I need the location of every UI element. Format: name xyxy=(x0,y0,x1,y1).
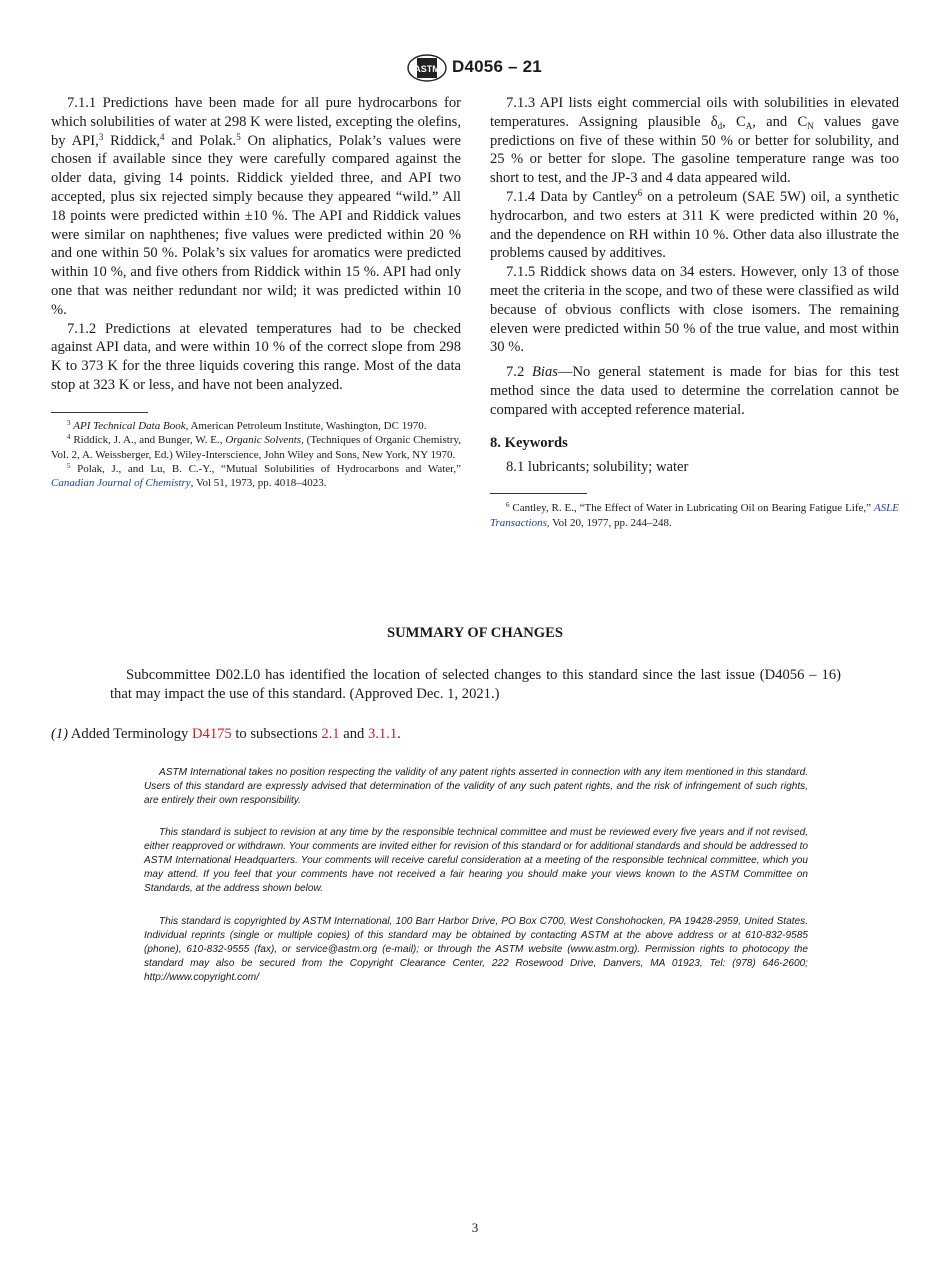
journal-link[interactable]: ASLE Transactions, xyxy=(490,502,899,529)
paragraph-7-2: 7.2 Bias—No general statement is made for bias for this test method since the data used to determine the correlation cannot be compared with accepted reference material. xyxy=(490,364,899,418)
revision-notice: This standard is subject to revision at any time by the responsible technical committee and must be reviewed every five years and if not revised, either reapproved or withdrawn. Your comments are invited either for revision of this standard or for additional standards and should be addressed to ASTM International Headquarters. Your comments will receive careful consideration at a meeting of the responsible technical committee, which you may attend. If you feel that your comments have not received a fair hearing you should make your views known to the ASTM Committee on Standards, at the address shown below. xyxy=(144,827,808,894)
ref-link-d4175[interactable]: D4175 xyxy=(192,726,232,742)
astm-logo-text: ASTM xyxy=(414,64,440,74)
footnote-ref-4[interactable]: 4 xyxy=(160,131,165,142)
footnote-5: $^5$ Polak, J., and Lu, B. C.-Y., “Mutual Solubilities of Hydrocarbons and Water,” Canadian Journal of Chemistry, Vol 51, 1973, pp. 4018–4023. xyxy=(51,461,461,490)
patent-notice: ASTM International takes no position respecting the validity of any patent rights asserted in connection with any item mentioned in this standard. Users of this standard are expressly advised that determination of the validity of any such patent rights, and the risk of infringement of such rights, are entirely their own responsibility. xyxy=(144,767,808,806)
footnote-ref-3[interactable]: 3 xyxy=(98,131,104,142)
ref-link-3-1-1[interactable]: 3.1.1 xyxy=(367,726,398,742)
footnote-ref-5[interactable]: 5 xyxy=(236,131,241,142)
paragraph-7-1-3: 7.1.3 API lists eight commercial oils with solubilities in elevated temperatures. Assigning plausible $\delta_d$, $C_A$, and $C_N$ values gave predictions on five of these within 50 % or better for solubility, and 25 % or better for slope. The gasoline temperature range was too short to test, and the JP-3 and 4 data appeared wild. xyxy=(490,95,899,187)
footnote-6: $^6$ Cantley, R. E., “The Effect of Water in Lubricating Oil on Bearing Fatigue Life,” ASLE Transactions, Vol 20, 1977, pp. 244–248. xyxy=(490,501,899,529)
keywords-heading: 8. Keywords xyxy=(490,434,568,451)
paragraph-7-1-1: 7.1.1 Predictions have been made for all pure hydrocarbons for which solubilities of water at 298 K were listed, excepting the olefins, by API,$^3$ Riddick,$^4$ and Polak.$^5$ On aliphatics, Polak’s values were chosen if available since they were carefully compared against the older data, giving 14 points. Riddick yielded three, and API two accepted, plus six rejected simply because they appeared “wild.” All 18 points were predicted within ±10 %. The API and Riddick values were similar on naphthenes; five values were predicted within 20 % and one within 50 %. Polak’s six values for aromatics were predicted within 10 %, and five others from Riddick within 15 %. API had only one that was neither redundant nor wild; it was predicted within 10 %. xyxy=(51,95,461,318)
summary-body: Subcommittee D02.L0 has identified the location of selected changes to this standard since the last issue (D4056 – 16) that may impact the use of this standard. (Approved Dec. 1, 2021.) xyxy=(110,667,841,702)
right-column xyxy=(490,94,899,530)
summary-title: SUMMARY OF CHANGES xyxy=(387,625,563,641)
paragraph-7-1-4: 7.1.4 Data by Cantley$^6$ on a petroleum (SAE 5W) oil, a synthetic hydrocarbon, and two esters at 311 K were predicted within 20 %, and the dependence on RH within 10 %. Other data also illustrate the problems caused by additives. xyxy=(490,187,899,262)
journal-link[interactable]: Canadian Journal of Chemistry xyxy=(51,477,191,490)
ref-link-2-1[interactable]: 2.1 xyxy=(321,726,340,742)
page-header xyxy=(0,54,950,84)
page-number: 3 xyxy=(471,1220,479,1235)
paragraph-7-1-5: 7.1.5 Riddick shows data on 34 esters. However, only 13 of those meet the criteria in the scope, and two of these were classified as wild because of obvious conflicts with close isomers. The remaining eleven were predicted within 50 % of the true value, and most within 30 %. xyxy=(490,264,899,356)
left-column xyxy=(51,94,461,491)
copyright-notice: This standard is copyrighted by ASTM International, 100 Barr Harbor Drive, PO Box C700, West Conshohocken, PA 19428-2959, United States. Individual reprints (single or multiple copies) of this standard may be obtained by contacting ASTM at the above address or at 610-832-9585 (phone), 610-832-9555 (fax), or service@astm.org (e-mail); or through the ASTM website (www.astm.org). Permission rights to photocopy the standard may also be secured from the Copyright Clearance Center, 222 Rosewood Drive, Danvers, MA 01923, Tel: (978) 646-2600; http://www.copyright.com/ xyxy=(144,916,808,983)
footnote-4: $^4$ Riddick, J. A., and Bunger, W. E., Organic Solvents, (Techniques of Organic Chemistry, Vol. 2, A. Weissberger, Ed.) Wiley-Interscience, John Wiley and Sons, New York, NY 1970. xyxy=(51,433,462,461)
footnote-ref-6[interactable]: 6 xyxy=(637,187,643,198)
keywords-text: 8.1 lubricants; solubility; water xyxy=(506,459,689,476)
footnote-3: $^3$ API Technical Data Book, American Petroleum Institute, Washington, DC 1970. xyxy=(67,418,427,432)
paragraph-7-1-2: 7.1.2 Predictions at elevated temperatures had to be checked against API data, and were within 10 % of the correct slope from 298 K to 373 K for the three liquids covering this range. Most of the data stop at 323 K or less, and have not been analyzed. xyxy=(51,320,461,393)
document-id: D4056 – 21 xyxy=(452,57,542,76)
astm-logo-icon xyxy=(407,54,447,82)
change-item: (1) Added Terminology D4175 to subsections 2.1 and 3.1.1. xyxy=(51,726,401,742)
